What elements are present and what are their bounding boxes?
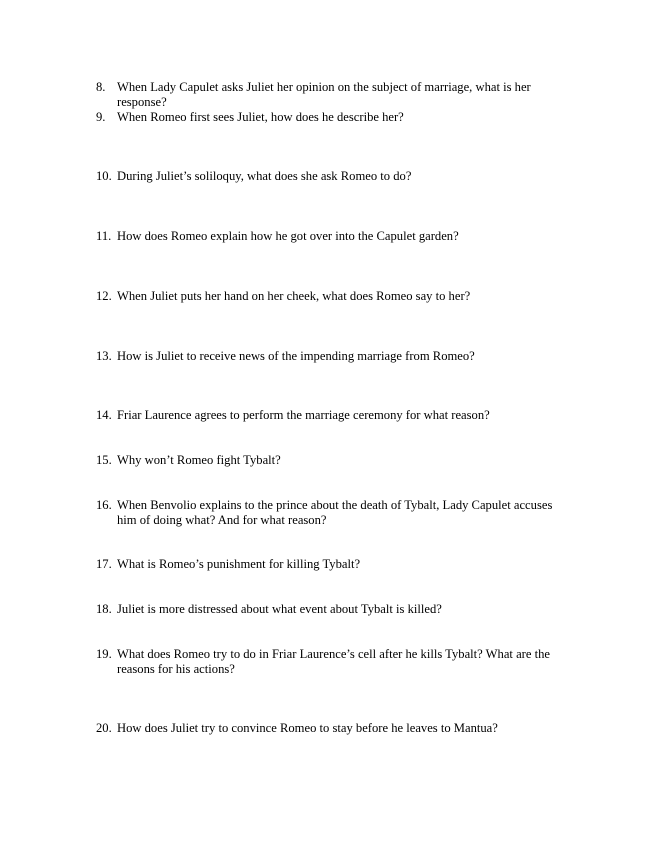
question-number: 19.	[96, 647, 112, 661]
question-text: How is Juliet to receive news of the impending marriage from Romeo?	[117, 349, 475, 363]
question-item-13	[96, 349, 566, 364]
question-item-9	[96, 110, 566, 125]
question-item-20	[96, 721, 566, 736]
question-item-11	[96, 229, 566, 244]
question-item-15	[96, 453, 566, 468]
question-number: 8.	[96, 80, 106, 94]
question-item-16	[96, 498, 566, 528]
question-item-14	[96, 408, 566, 423]
question-number: 10.	[96, 169, 112, 183]
question-text: Juliet is more distressed about what event about Tybalt is killed?	[117, 602, 442, 616]
question-item-10	[96, 169, 566, 184]
question-number: 18.	[96, 602, 112, 616]
question-text: When Benvolio explains to the prince about the death of Tybalt, Lady Capulet accuses him of doing what? And for what reason?	[117, 498, 553, 527]
question-number: 13.	[96, 349, 112, 363]
question-text: Friar Laurence agrees to perform the marriage ceremony for what reason?	[117, 408, 490, 422]
question-number: 15.	[96, 453, 112, 467]
question-number: 16.	[96, 498, 112, 512]
question-item-18	[96, 602, 566, 617]
question-text: When Lady Capulet asks Juliet her opinion on the subject of marriage, what is her response?	[117, 80, 531, 109]
question-number: 14.	[96, 408, 112, 422]
question-number: 11.	[96, 229, 112, 243]
question-number: 20.	[96, 721, 112, 735]
question-number: 17.	[96, 557, 112, 571]
question-number: 12.	[96, 289, 112, 303]
question-text: How does Juliet try to convince Romeo to stay before he leaves to Mantua?	[117, 721, 498, 735]
question-text: Why won’t Romeo fight Tybalt?	[117, 453, 281, 467]
question-item-12	[96, 289, 566, 304]
question-item-19	[96, 647, 566, 677]
question-text: During Juliet’s soliloquy, what does she ask Romeo to do?	[117, 169, 412, 183]
question-item-17	[96, 557, 566, 572]
question-text: How does Romeo explain how he got over into the Capulet garden?	[117, 229, 459, 243]
question-text: What is Romeo’s punishment for killing Tybalt?	[117, 557, 361, 571]
question-text: When Romeo first sees Juliet, how does he describe her?	[117, 110, 404, 124]
question-text: What does Romeo try to do in Friar Laurence’s cell after he kills Tybalt? What are the reasons for his actions?	[117, 647, 550, 676]
question-number: 9.	[96, 110, 106, 124]
question-text: When Juliet puts her hand on her cheek, what does Romeo say to her?	[117, 289, 471, 303]
question-item-8	[96, 80, 566, 110]
